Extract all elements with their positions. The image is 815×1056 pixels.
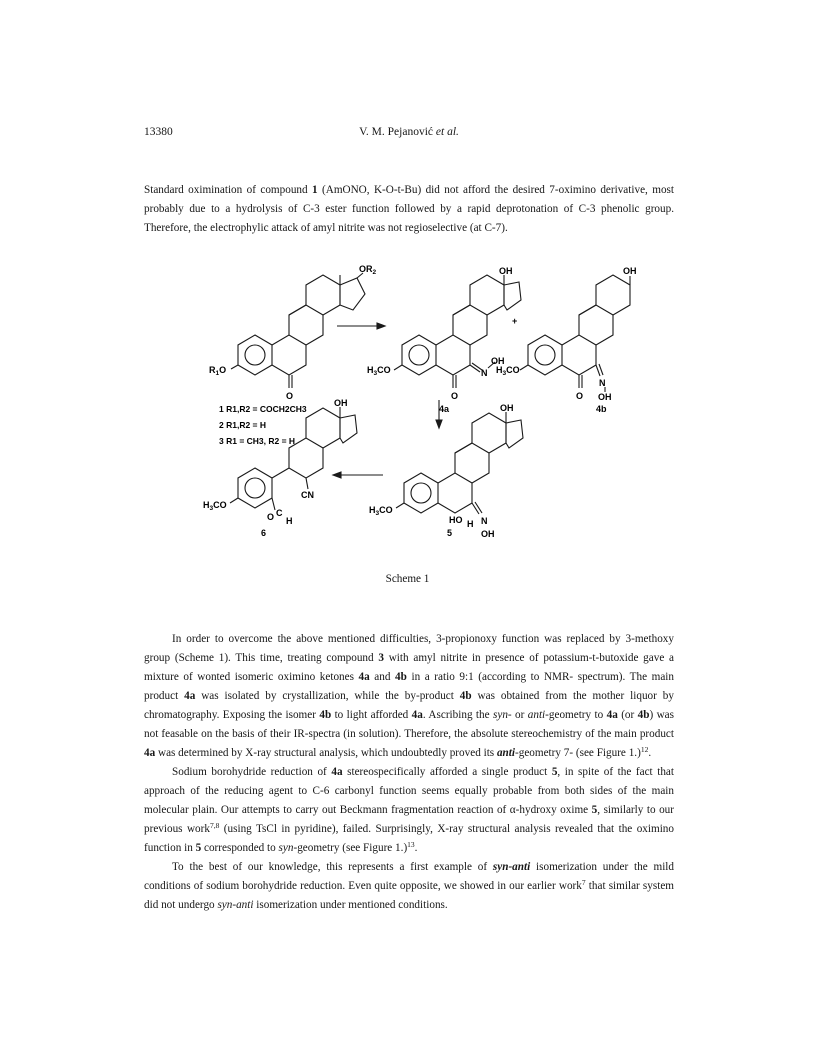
svg-text:5: 5 [447, 528, 453, 538]
svg-text:H3CO: $H_3CO$ [367, 365, 391, 377]
svg-text:OH: OH [623, 266, 637, 276]
text-run: in a ratio 9:1 (according to NMR- spectrum). The main product [144, 671, 674, 702]
text-run: (using TsCl in pyridine), failed. Surprisingly, X-ray structural analysis revealed that the oximino function in [144, 823, 674, 854]
compound-4b-structure [520, 275, 630, 392]
svg-text:OH: OH [481, 529, 495, 539]
text-run: isomerization under mentioned conditions. [253, 899, 448, 911]
text-run: ) was not feasable on the basis of their IR-spectra (in solution). Therefore, the absolute stereochemistry of the main product [144, 709, 675, 740]
scheme-labels [203, 264, 637, 539]
svg-text:N: N [481, 368, 488, 378]
paragraph [144, 630, 674, 763]
italic-term: syn- [493, 709, 512, 721]
compound-ref: 4a [144, 747, 156, 759]
svg-text:O: O [451, 391, 459, 401]
reaction-scheme [195, 264, 637, 552]
running-title [144, 126, 674, 138]
text-run: was determined by X-ray structural analysis, which undoubtedly proved its [155, 747, 497, 759]
svg-text:OH: OH [334, 398, 348, 408]
svg-text:OH: OH [499, 266, 513, 276]
italic-term: syn [278, 842, 294, 854]
text-run: with amyl nitrite in presence of potassium-t-butoxide gave a mixture of wonted isomeric oximino ketones [144, 652, 675, 683]
text-run: Sodium borohydride reduction of [172, 766, 332, 778]
scheme-drawing [195, 264, 637, 552]
text-run: -geometry to [545, 709, 607, 721]
paragraph [144, 858, 674, 915]
text-run: In order to overcome the above mentioned difficulties, 3-propionoxy function was replaced by 3-methoxy group (Scheme 1). This time, treating compound [144, 633, 674, 664]
compound-ref: 3 [378, 652, 384, 664]
italic-term: anti [496, 747, 515, 759]
compound-ref: 4a [184, 690, 196, 702]
text-run: . [414, 842, 418, 854]
text-run: to light afforded [331, 709, 412, 721]
svg-text:4b: 4b [596, 404, 607, 414]
svg-text:2 R1,R2 = H: 2 R1,R2 = H [219, 420, 267, 430]
svg-text:N: N [599, 378, 606, 388]
citation-superscript: 12 [640, 745, 649, 754]
svg-text:6: 6 [261, 528, 267, 538]
svg-text:OH: OH [491, 356, 505, 366]
intro-paragraph [144, 181, 674, 238]
compound-ref: 4a [358, 671, 370, 683]
text-run: . Ascribing the [422, 709, 493, 721]
svg-text:HO: HO [449, 515, 463, 525]
text-run: (AmONO, K-O-t-Bu) did not afford the desired 7-oximino derivative, most probably due to a hydrolysis of C-3 ester function followed by a rapid deprotonation of C-3 phenolic group. Therefore, the electrophylic attack of amyl nitrite was not regioselective (at C-7). [144, 184, 675, 234]
svg-text:N: N [481, 516, 488, 526]
compound-ref: 5 [195, 842, 202, 854]
text-run: stereospecifically afforded a single product [342, 766, 552, 778]
svg-text:OR2: $OR_2$ [359, 264, 377, 276]
citation-superscript: 13 [407, 840, 415, 849]
page-number: 13380 [144, 126, 173, 138]
citation-superscript: 7,8 [209, 821, 220, 830]
svg-text:H3CO: $H_3CO$ [203, 500, 227, 512]
text-run: was obtained from the mother liquor by chromatography. Exposing the isomer [144, 690, 674, 721]
compound-1-structure [231, 273, 365, 388]
svg-text:H3CO: $H_3CO$ [369, 505, 393, 517]
text-run: isomerization under the mild conditions of sodium borohydride reduction. Even quite opposite, we showed in our earlier work [144, 861, 675, 892]
svg-text:H: H [467, 519, 474, 529]
svg-text:OH: OH [598, 392, 612, 402]
compound-ref: 4a [411, 709, 423, 721]
compound-ref: 5 [591, 804, 598, 816]
svg-text:O: O [576, 391, 584, 401]
compound-ref: 1 [312, 184, 318, 196]
italic-term: syn-anti [217, 899, 254, 911]
text-run: , in spite of the fact that approach of the reducing agent to C-6 carbonyl function seems equally probable from both sides of the main molecular plain. Our attempts to carry out Beckmann fragmentation reaction of α-hydroxy oxime [144, 766, 675, 816]
svg-text:O: O [286, 391, 294, 401]
citation-superscript: 7 [581, 878, 586, 887]
svg-text:O: O [267, 512, 275, 522]
compound-ref: 4b [319, 709, 332, 721]
text-run: or [511, 709, 528, 721]
compound-ref: 4b [459, 690, 472, 702]
compound-5-structure [396, 412, 523, 514]
running-header [144, 126, 674, 140]
text-run: -geometry 7- (see Figure 1.) [515, 747, 641, 759]
text-run: (or [617, 709, 638, 721]
compound-ref: 4b [395, 671, 407, 683]
compound-ref: 4a [606, 709, 618, 721]
svg-text:H3CO: $H_3CO$ [496, 365, 520, 377]
svg-text:1 R1,R2 = COCH2CH3: 1 R1,R2 = COCH2CH3 [219, 404, 307, 414]
compound-ref: 4a [331, 766, 343, 778]
body-text [144, 630, 674, 915]
author-name: V. M. Pejanović [359, 126, 434, 138]
svg-text:3 R1 = CH3, R2 = H: 3 R1 = CH3, R2 = H [219, 436, 296, 446]
text-run: and [369, 671, 396, 683]
text-run: corresponded to [201, 842, 279, 854]
svg-text:+: + [512, 316, 518, 326]
paragraph [144, 763, 674, 858]
italic-term: syn-anti [492, 861, 531, 873]
text-run: . [648, 747, 652, 759]
compound-ref: 4b [637, 709, 650, 721]
scheme-caption: Scheme 1 [385, 573, 430, 585]
text-run: that similar system did not undergo [144, 880, 674, 911]
compound-ref: 5 [551, 766, 558, 778]
text-run: To the best of our knowledge, this represents a first example of [172, 861, 493, 873]
svg-text:4a: 4a [439, 404, 450, 414]
text-run: -geometry (see Figure 1.) [293, 842, 408, 854]
svg-text:CN: CN [301, 490, 314, 500]
svg-text:OH: OH [500, 403, 514, 413]
italic-term: anti [527, 709, 546, 721]
svg-text:H: H [286, 516, 293, 526]
text-run: , similarly to our previous work [144, 804, 675, 835]
svg-text:C: C [276, 508, 283, 518]
et-al: et al. [435, 126, 459, 138]
svg-text:R1O: $R_1O$ [209, 365, 227, 377]
text-run: Standard oximination of compound [144, 184, 313, 196]
paragraph [144, 181, 674, 238]
text-run: was isolated by crystallization, while the by-product [195, 690, 460, 702]
